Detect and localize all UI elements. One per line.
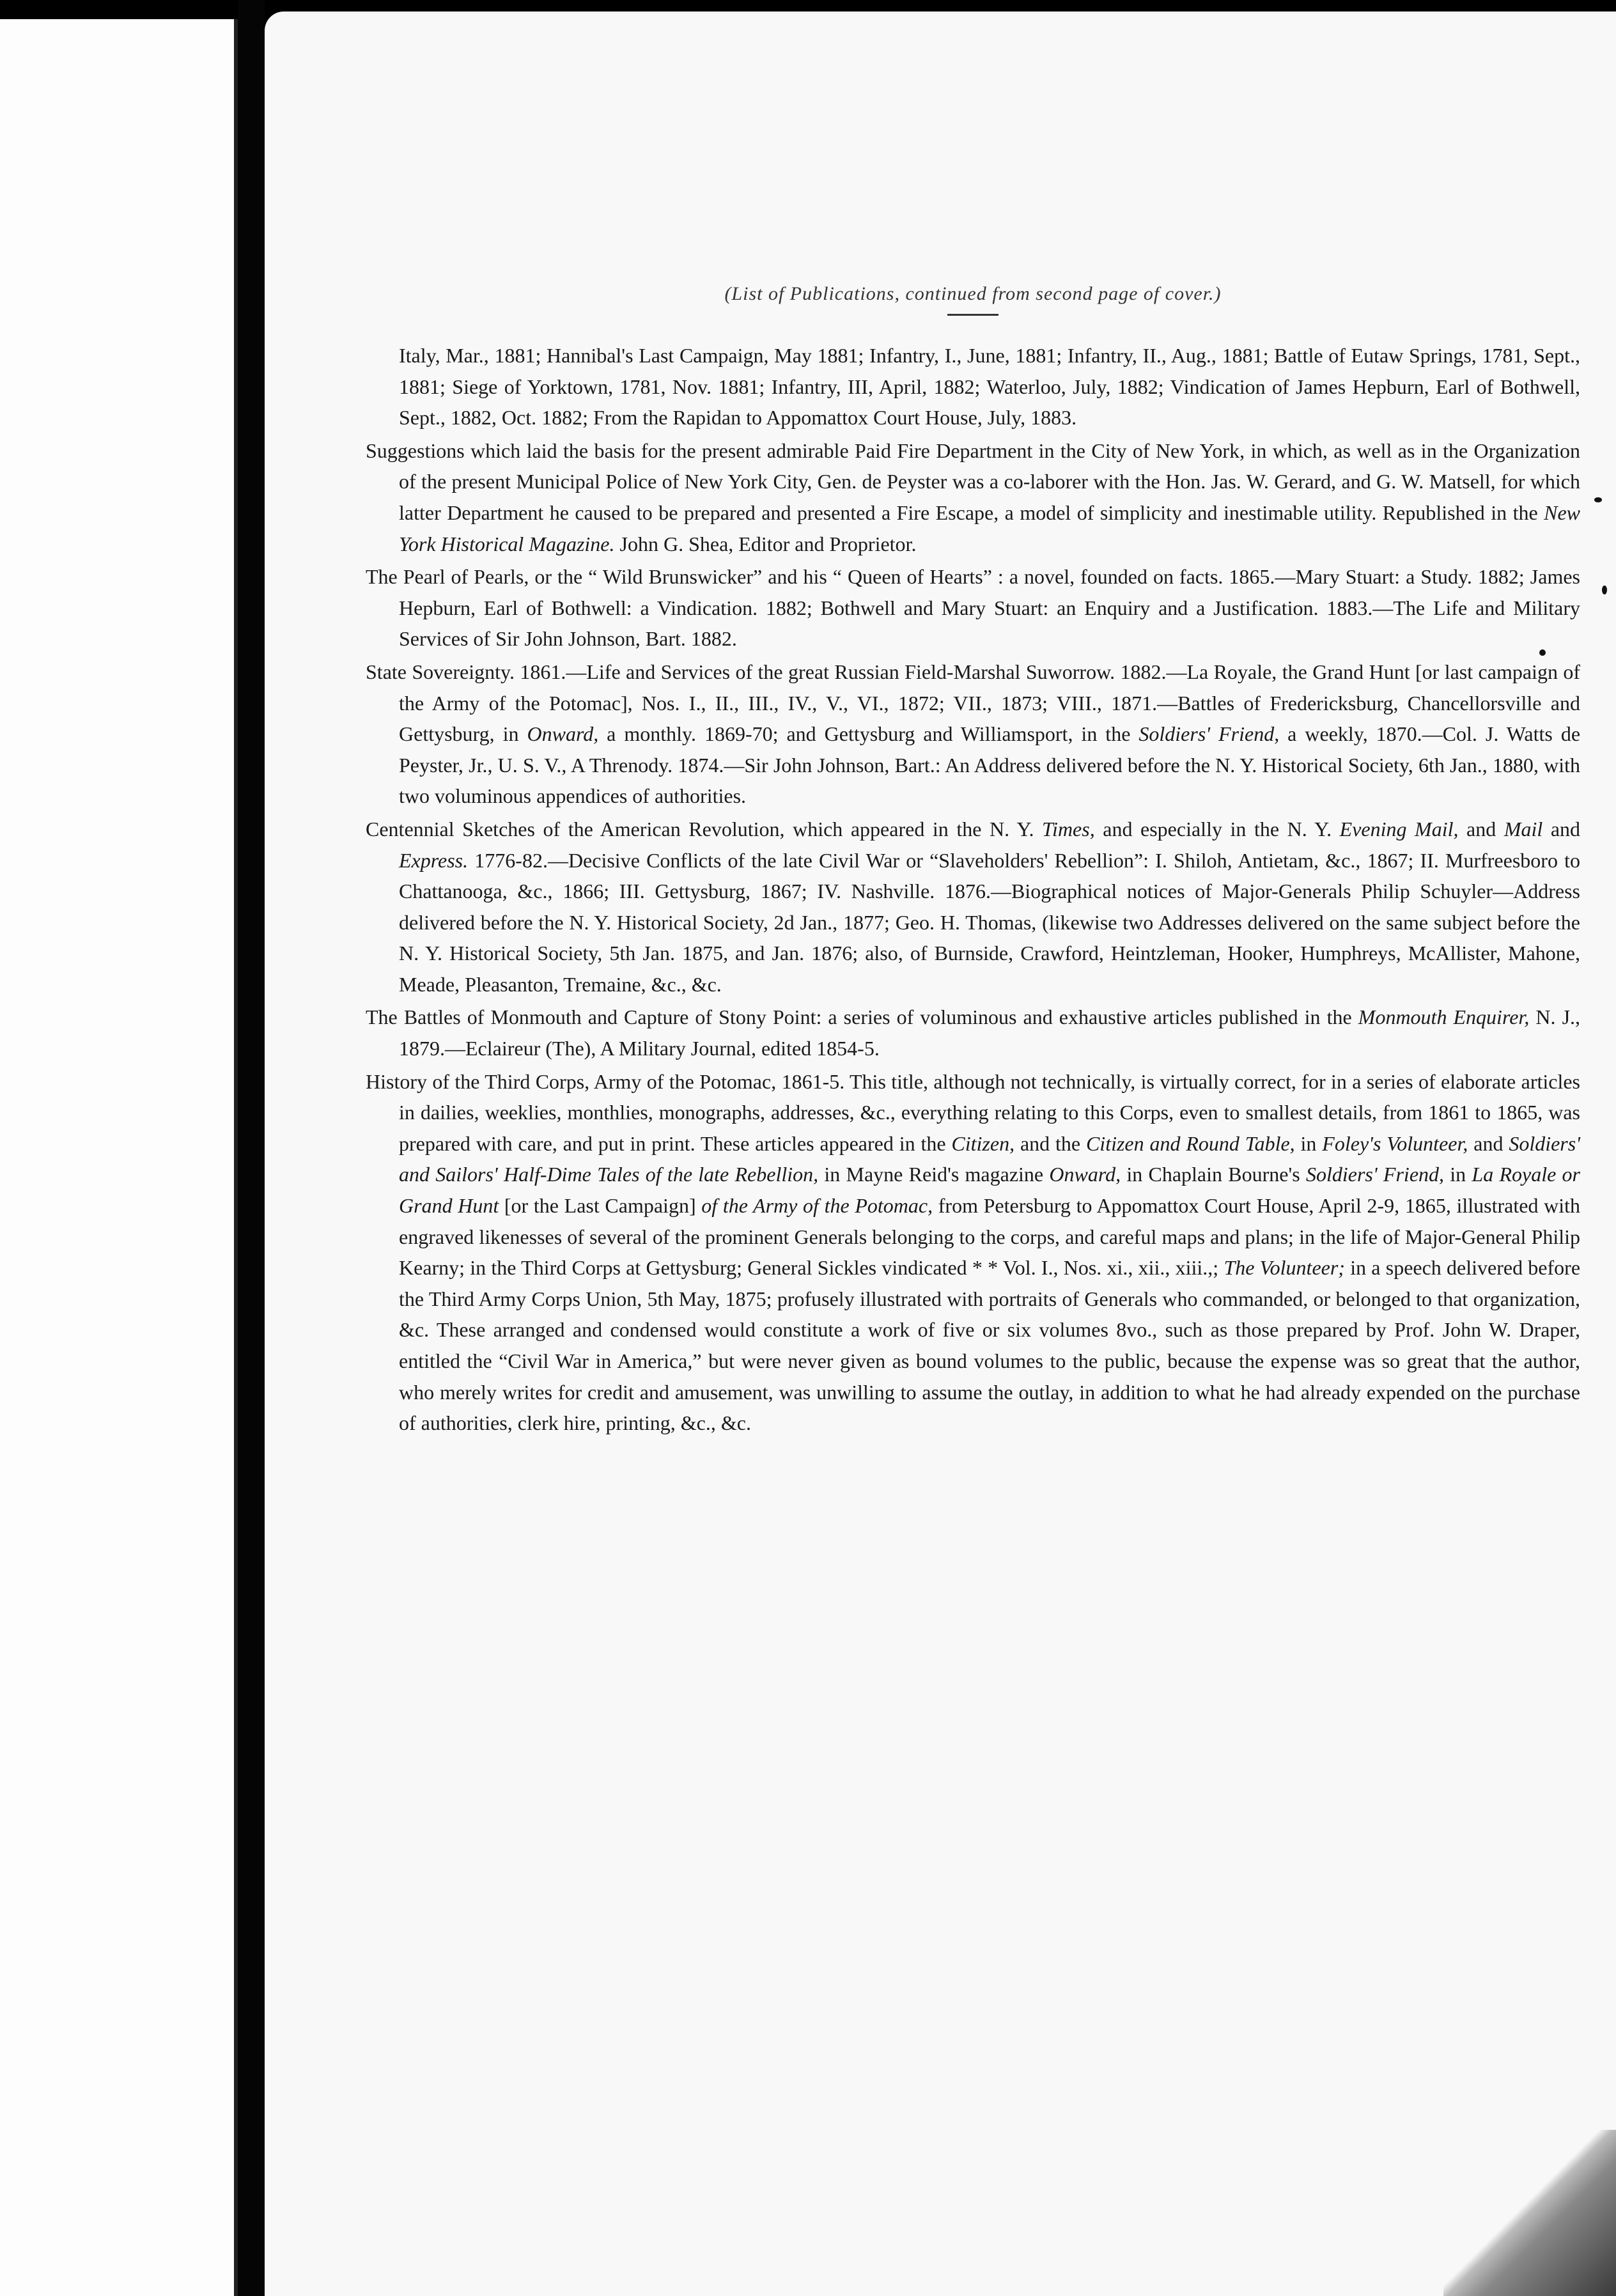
entry-pearl-of-pearls (366, 561, 1580, 655)
entry-third-corps (366, 1066, 1580, 1439)
italic-title: Onward, (1049, 1163, 1121, 1186)
facing-blank-page (0, 19, 238, 2296)
italic-title: New York Historical Magazine. (399, 500, 1580, 555)
italic-title: La Royale or Grand Hunt (399, 1163, 1581, 1218)
italic-title: Times, (1042, 817, 1095, 841)
page-header: (List of Publications, continued from second page of cover.) (724, 283, 1222, 304)
italic-title: Foley's Volunteer, (1322, 1131, 1468, 1155)
italic-title: Mail (1503, 817, 1543, 841)
entry-text: The Pearl of Pearls, or the “ Wild Brunswicker” and his “ Queen of Hearts” : a novel, founded on facts. 1865.—Mary Stuart: a Study. 1882; James Hepburn, Earl of Bothwell: a Vindication. 1882; Bothwell and Mary Stuart: an Enquiry and a Justification. 1883.—The Life and Military Services of Sir John Johnson, Bart. 1882. (366, 565, 1580, 651)
ink-speck (1594, 497, 1602, 502)
italic-title: The Volunteer; (1224, 1256, 1345, 1280)
entry-text: and (1542, 817, 1581, 841)
entry-text: in Chaplain Bourne's (1121, 1163, 1306, 1186)
entry-state-sovereignty (366, 656, 1580, 812)
entry-text: in Mayne Reid's magazine (818, 1163, 1050, 1186)
italic-title: Soldiers' and Sailors' Half-Dime Tales of the late Rebellion, (399, 1131, 1581, 1186)
entry-text: a monthly. 1869-70; and Gettysburg and Williamsport, in the (598, 722, 1139, 746)
document-page (265, 12, 1616, 2296)
entry-text: from Petersburg to Appomattox Court House, April 2-9, 1865, illustrated with engraved likenesses of several of the prominent Generals belonging to the corps, and careful maps and plans; in the life of Major-General Philip Kearny; in the Third Corps at Gettysburg; General Sickles vindicated * * Vol. I., Nos. xi., xii., xiii.,; (399, 1194, 1581, 1280)
italic-title: of the Army of the Potomac, (701, 1194, 933, 1218)
entry-text: and (1468, 1131, 1509, 1155)
folded-page-corner (1443, 2130, 1616, 2296)
italic-title: Express. (399, 848, 469, 872)
italic-title: Evening Mail, (1339, 817, 1459, 841)
entry-text: N. J., 1879.—Eclaireur (The), A Military Journal, edited 1854-5. (399, 1005, 1581, 1060)
book-gutter (238, 0, 265, 2296)
entry-text: Suggestions which laid the basis for the present admirable Paid Fire Department in the City of New York, in which, as well as in the Organization of the present Municipal Police of New York City, Gen. de Peyster was a co-laborer with the Hon. Jas. W. Gerard, and G. W. Matsell, for which latter Department he caused to be prepared and presented a Fire Escape, a model of simplicity and inestimable utility. Republished in the (366, 438, 1580, 524)
italic-title: Citizen, (951, 1131, 1015, 1155)
italic-title: Soldiers' Friend, (1138, 722, 1280, 746)
entry-text: and (1458, 817, 1504, 841)
italic-title: Onward, (527, 722, 599, 746)
italic-title: Citizen and Round Table, (1085, 1131, 1295, 1155)
entry-text: State Sovereignty. 1861.—Life and Services of the great Russian Field-Marshal Suworrow. 1882.—La Royale, the Grand Hunt [or last campaign of the Army of the Potomac], Nos. I., II., III., IV., V., VI., 1872; VII., 1873; VIII., 1871.—Battles of Fredericksburg, Chancellorsville and Gettysburg, in (366, 660, 1580, 746)
entry-text: The Battles of Monmouth and Capture of Stony Point: a series of voluminous and exhaustive articles published in the (366, 1005, 1358, 1029)
entry-text: Centennial Sketches of the American Revolution, which appeared in the N. Y. (366, 817, 1043, 841)
ink-speck (1602, 586, 1607, 594)
entry-text: in (1294, 1131, 1323, 1155)
header-rule (947, 314, 998, 316)
entry-text: John G. Shea, Editor and Proprietor. (614, 532, 917, 555)
entry-text: 1776-82.—Decisive Conflicts of the late Civil War or “Slaveholders' Rebellion”: I. Shiloh, Antietam, &c., 1867; II. Murfreesboro to Chattanooga, &c., 1866; III. Gettysburg, 1867; IV. Nashville. 1876.—Biographical notices of Major-Generals Philip Schuyler—Address delivered before the N. Y. Historical Society, 2d Jan., 1877; Geo. H. Thomas, (likewise two Addresses delivered on the same subject before the N. Y. Historical Society, 5th Jan. 1875, and Jan. 1876; also, of Burnside, Crawford, Heintzleman, Hooker, Humphreys, McAllister, Mahone, Meade, Pleasanton, Tremaine, &c., &c. (399, 848, 1580, 996)
entry-text: History of the Third Corps, Army of the Potomac, 1861-5. This title, although not technically, is virtually correct, for in a series of elaborate articles in dailies, weeklies, monthlies, monographs, addresses, &c., everything relating to this Corps, even to smallest details, from 1861 to 1865, was prepared with care, and put in print. These articles appeared in the (366, 1069, 1580, 1155)
entry-centennial-sketches (366, 814, 1580, 1000)
entry-text: and especially in the N. Y. (1094, 817, 1340, 841)
entry-text: in (1444, 1163, 1472, 1186)
entry-suggestions (366, 435, 1580, 559)
entry-monmouth (366, 1002, 1580, 1064)
entry-text: [or the Last Campaign] (499, 1194, 702, 1218)
entry-continued-list (366, 340, 1580, 433)
italic-title: Soldiers' Friend, (1305, 1163, 1445, 1186)
entry-text: and the (1014, 1131, 1086, 1155)
entries-list (366, 340, 1580, 1439)
italic-title: Monmouth Enquirer, (1358, 1005, 1530, 1029)
entry-text: a weekly, 1870.—Col. J. Watts de Peyster, Jr., U. S. V., A Threnody. 1874.—Sir John Johnson, Bart.: An Address delivered before the N. Y. Historical Society, 6th Jan., 1880, with two voluminous appendices of authorities. (399, 722, 1581, 808)
entry-text: in a speech delivered before the Third Army Corps Union, 5th May, 1875; profusely illustrated with portraits of Generals who commanded, or belonged to that organization, &c. These arranged and condensed would constitute a work of five or six volumes 8vo., such as those prepared by Prof. John W. Draper, entitled the “Civil War in America,” but were never given as bound volumes to the public, because the expense was so great that the author, who merely writes for credit and amusement, was unwilling to assume the outlay, in addition to what he had already expended on the purchase of authorities, clerk hire, printing, &c., &c. (399, 1256, 1581, 1435)
publication-list (366, 283, 1580, 1441)
entry-text: Italy, Mar., 1881; Hannibal's Last Campaign, May 1881; Infantry, I., June, 1881; Infantry, II., Aug., 1881; Battle of Eutaw Springs, 1781, Sept., 1881; Siege of Yorktown, 1781, Nov. 1881; Infantry, III, April, 1882; Waterloo, July, 1882; Vindication of James Hepburn, Earl of Bothwell, Sept., 1882, Oct. 1882; From the Rapidan to Appomattox Court House, July, 1883. (399, 344, 1580, 430)
